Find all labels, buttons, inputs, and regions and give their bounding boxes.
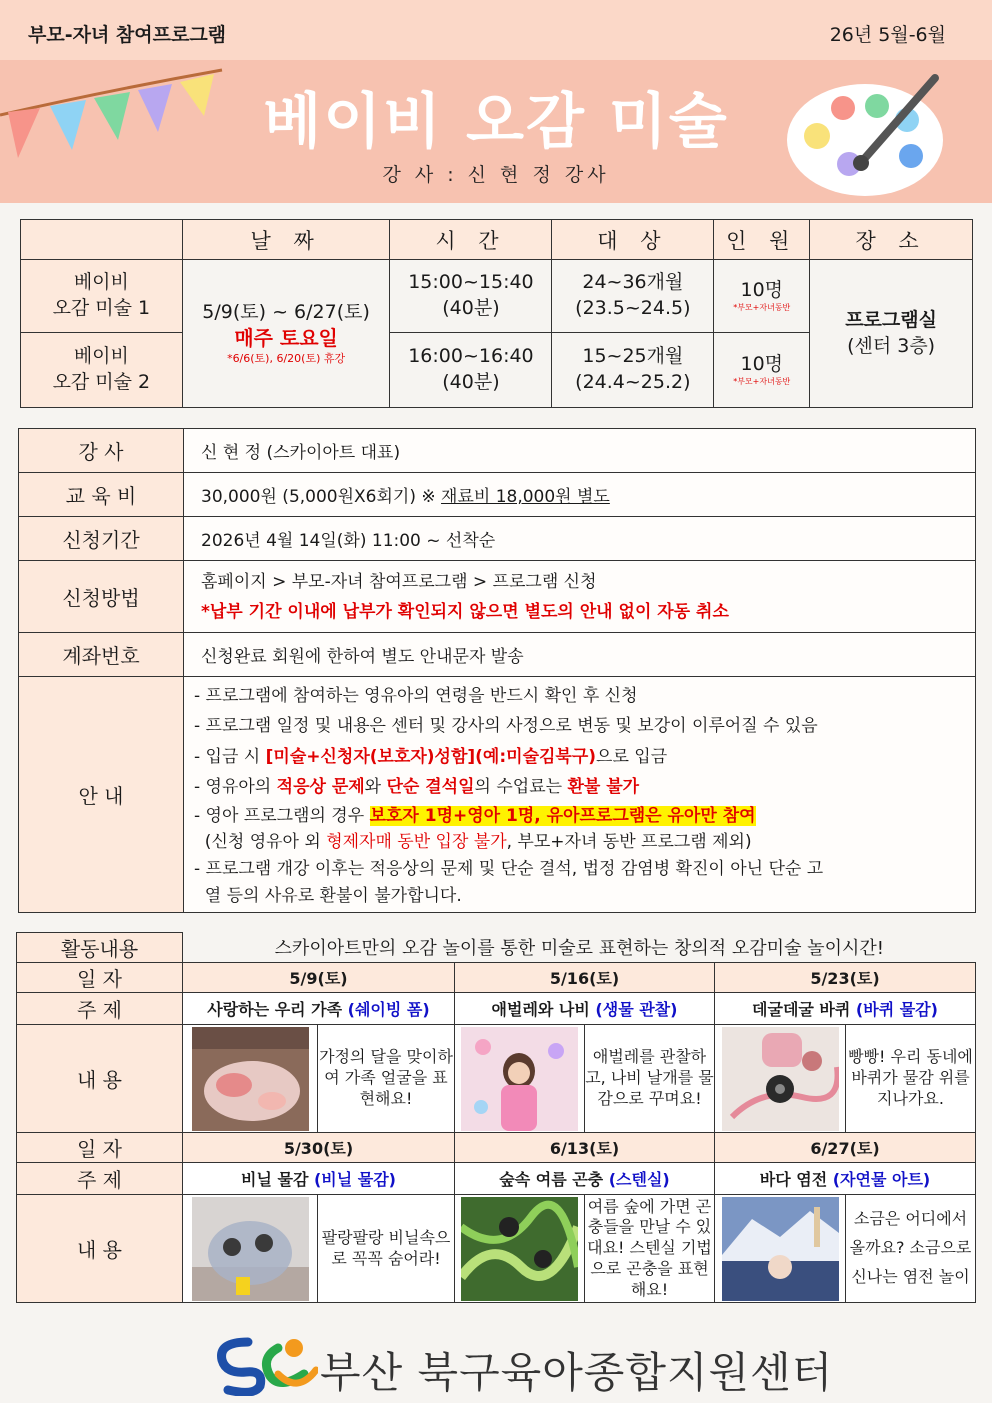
method-value: 홈페이지 > 부모-자녀 참여프로그램 > 프로그램 신청 *납부 기간 이내에 납부가 확인되지 않으면 별도의 안내 없이 자동 취소 xyxy=(184,561,976,633)
period-value: 2026년 4월 14일(화) 11:00 ~ 선착순 xyxy=(184,517,976,561)
session-theme: 애벌레와 나비 (생물 관찰) xyxy=(455,993,715,1025)
notice-item: - 프로그램에 참여하는 영유아의 연령을 반드시 확인 후 신청 xyxy=(194,685,638,706)
time-cell: 15:00~15:40 (40분) xyxy=(390,260,552,333)
instructor-value: 신 현 정 (스카이아트 대표) xyxy=(184,429,976,473)
butterfly-photo xyxy=(455,1025,585,1133)
session-date: 5/16(토) xyxy=(455,963,715,993)
period-label: 신청기간 xyxy=(19,517,184,561)
notice-label: 안 내 xyxy=(19,677,184,913)
session-theme: 비닐 물감 (비닐 물감) xyxy=(183,1163,455,1195)
date-row: 일 자 5/30(토) 6/13(토) 6/27(토) xyxy=(17,1133,976,1163)
col-place: 장 소 xyxy=(810,220,973,260)
banner xyxy=(0,60,992,203)
activities-table xyxy=(16,932,976,1303)
class-name: 베이비 오감 미술 1 xyxy=(21,260,183,333)
capacity-cell: 10명 *부모+자녀동반 xyxy=(714,260,810,333)
account-value: 신청완료 회원에 한하여 별도 안내문자 발송 xyxy=(184,633,976,677)
salt-field-photo xyxy=(715,1195,846,1303)
session-theme: 데굴데굴 바퀴 (바퀴 물감) xyxy=(715,993,976,1025)
program-title: 베이비 오감 미술 xyxy=(263,87,729,157)
col-capacity: 인 원 xyxy=(714,220,810,260)
table-row xyxy=(21,260,973,333)
activities-label: 활동내용 xyxy=(17,933,183,963)
shaving-foam-photo xyxy=(183,1025,318,1133)
col-time: 시 간 xyxy=(390,220,552,260)
content-row: 내 용 팔랑팔랑 비닐속으로 꼭꼭 숨어라! 여름 숲에 가면 곤충들을 만날 수 있대요! 스텐실 기법으로 곤충을 표현해요! 소금은 어디에서 올까요? 소금으로 신나는 염전 놀이 xyxy=(17,1195,976,1303)
vinyl-photo xyxy=(183,1195,318,1303)
activities-intro-row xyxy=(17,933,976,963)
session-theme: 사랑하는 우리 가족 (쉐이빙 폼) xyxy=(183,993,455,1025)
notice-item: - 입금 시 [미술+신청자(보호자)성함](예:미술김북구)으로 입금 xyxy=(194,746,668,767)
date-range: 5/9(토) ~ 6/27(토) xyxy=(202,300,370,323)
session-desc: 애벌레를 관찰하고, 나비 날개를 물감으로 꾸며요! xyxy=(585,1025,715,1133)
notice-item: (신청 영유아 외 형제자매 동반 입장 불가, 부모+자녀 동반 프로그램 제외) xyxy=(194,831,752,852)
instructor-label: 강 사 xyxy=(19,429,184,473)
forest-insect-photo xyxy=(455,1195,585,1303)
activities-intro: 스카이아트만의 오감 놀이를 통한 미술로 표현하는 창의적 오감미술 놀이시간! xyxy=(183,933,976,963)
notice-item: - 프로그램 개강 이후는 적응상의 문제 및 단순 결석, 법정 감염병 확진이 아닌 단순 고 xyxy=(194,858,824,879)
session-desc: 빵빵! 우리 동네에 바퀴가 물감 위를 지나가요. xyxy=(846,1025,976,1133)
session-desc: 팔랑팔랑 비닐속으로 꼭꼭 숨어라! xyxy=(318,1195,455,1303)
col-date: 날 짜 xyxy=(182,220,390,260)
target-cell: 24~36개월 (23.5~24.5) xyxy=(552,260,714,333)
account-label: 계좌번호 xyxy=(19,633,184,677)
blank-header xyxy=(21,220,183,260)
palette-icon xyxy=(785,60,955,200)
fee-value: 30,000원 (5,000원X6회기) ※ 재료비 18,000원 별도 xyxy=(184,473,976,517)
session-date: 6/13(토) xyxy=(455,1133,715,1163)
footer xyxy=(0,1330,992,1400)
session-theme: 숲속 여름 곤충 (스텐실) xyxy=(455,1163,715,1195)
info-table xyxy=(18,428,976,913)
period-row xyxy=(19,517,976,561)
session-desc: 소금은 어디에서 올까요? 소금으로 신나는 염전 놀이 xyxy=(846,1195,976,1303)
date-weekly: 매주 토요일 xyxy=(234,326,338,351)
wheel-paint-photo xyxy=(715,1025,846,1133)
session-theme: 바다 염전 (자연물 아트) xyxy=(715,1163,976,1195)
session-date: 5/23(토) xyxy=(715,963,976,993)
session-date: 5/9(토) xyxy=(183,963,455,993)
capacity-cell: 10명 *부모+자녀동반 xyxy=(714,333,810,408)
session-date: 5/30(토) xyxy=(183,1133,455,1163)
date-cell xyxy=(182,260,390,408)
col-target: 대 상 xyxy=(552,220,714,260)
notice-item: - 프로그램 일정 및 내용은 센터 및 강사의 사정으로 변동 및 보강이 이루어질 수 있음 xyxy=(194,716,818,736)
theme-row: 주 제 비닐 물감 (비닐 물감) 숲속 여름 곤충 (스텐실) 바다 염전 (자연물 아트) xyxy=(17,1163,976,1195)
place-cell: 프로그램실 (센터 3층) xyxy=(810,260,973,408)
date-row: 일 자 5/9(토) 5/16(토) 5/23(토) xyxy=(17,963,976,993)
notice-row xyxy=(19,677,976,913)
schedule-table xyxy=(20,219,973,408)
notice-item: 열 등의 사유로 환불이 불가합니다. xyxy=(194,885,462,906)
notice-item: - 영아 프로그램의 경우 보호자 1명+영아 1명, 유아프로그램은 유아만 참여 xyxy=(194,805,756,826)
schedule-header-row xyxy=(21,220,973,260)
instructor-line: 강 사 : 신 현 정 강사 xyxy=(382,164,610,186)
period: 26년 5월-6월 xyxy=(829,24,946,46)
method-row xyxy=(19,561,976,633)
program-type: 부모-자녀 참여프로그램 xyxy=(28,24,227,46)
instructor-row xyxy=(19,429,976,473)
method-label: 신청방법 xyxy=(19,561,184,633)
notice-value xyxy=(184,677,976,913)
class-name: 베이비 오감 미술 2 xyxy=(21,333,183,408)
theme-row: 주 제 사랑하는 우리 가족 (쉐이빙 폼) 애벌레와 나비 (생물 관찰) 데굴데굴 바퀴 (바퀴 물감) xyxy=(17,993,976,1025)
top-bar xyxy=(0,0,992,60)
fee-label: 교 육 비 xyxy=(19,473,184,517)
target-cell: 15~25개월 (24.4~25.2) xyxy=(552,333,714,408)
session-date: 6/27(토) xyxy=(715,1133,976,1163)
account-row xyxy=(19,633,976,677)
center-name: 부산 북구육아종합지원센터 xyxy=(320,1348,834,1397)
notice-item: - 영유아의 적응상 문제와 단순 결석일의 수업료는 환불 불가 xyxy=(194,777,640,797)
center-logo-icon xyxy=(208,1334,318,1396)
payment-warning: *납부 기간 이내에 납부가 확인되지 않으면 별도의 안내 없이 자동 취소 xyxy=(201,601,729,622)
date-note: *6/6(토), 6/20(토) 휴강 xyxy=(227,352,346,366)
time-cell: 16:00~16:40 (40분) xyxy=(390,333,552,408)
fee-row xyxy=(19,473,976,517)
session-desc: 가정의 달을 맞이하여 가족 얼굴을 표현해요! xyxy=(318,1025,455,1133)
session-desc: 여름 숲에 가면 곤충들을 만날 수 있대요! 스텐실 기법으로 곤충을 표현해요! xyxy=(585,1195,715,1303)
content-row: 내 용 가정의 달을 맞이하여 가족 얼굴을 표현해요! 애벌레를 관찰하고, 나비 날개를 물감으로 꾸며요! 빵빵! 우리 동네에 바퀴가 물감 위를 지나가요. xyxy=(17,1025,976,1133)
